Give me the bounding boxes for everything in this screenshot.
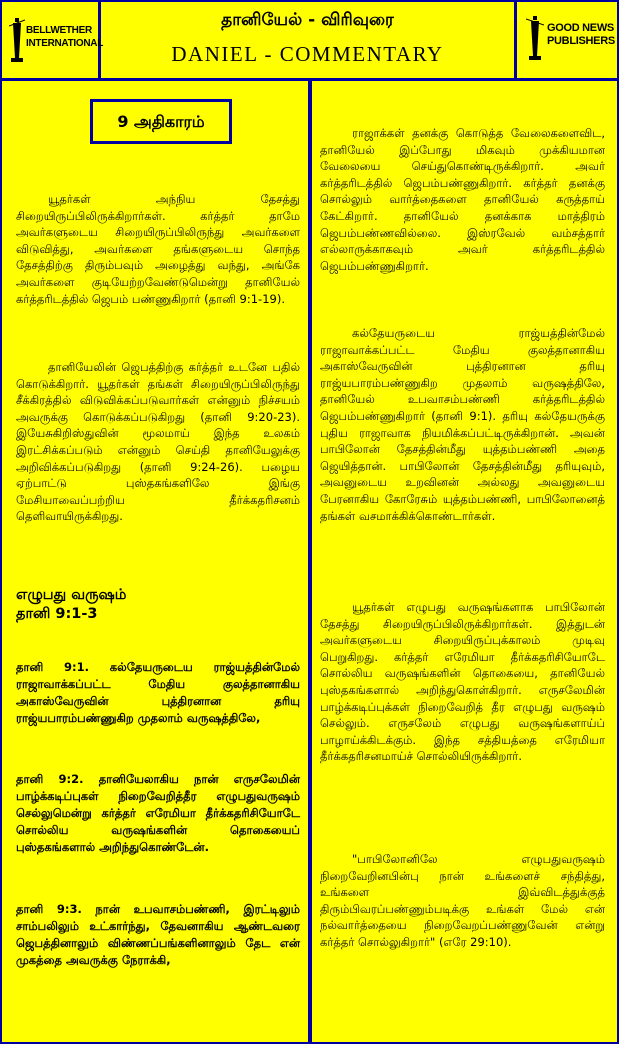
right-paragraph-4-block [320,851,605,951]
good-news-logo-text [547,22,615,48]
left-paragraph-1-block [16,191,300,307]
title-english: DANIEL - COMMENTARY [171,42,444,66]
verse-2-block [16,771,300,856]
verse-text: தானி 9:1. கல்தேயருடைய ராஜ்யத்தின்மேல் ராஜாவாக்கப்பட்ட மேதிய குலத்தானாகிய அகாஸ்வேருவின் புத்திரனான தரியு ராஜ்யபாரம்பண்ணுகிற முதலாம் வருஷத்திலே, [16,660,300,725]
lighthouse-icon [526,16,544,62]
paragraph: யூதர்கள் எழுபது வருஷங்களாக பாபிலோன் தேசத்து சிறையிருப்பிலிருக்கிறார்கள். இத்துடன் அவர்களுடைய சிறையிருப்புக்காலம் முடிவு பெறுகிறது. கர்த்தர் எரேமியா தீர்க்கதரிசியோடே சொல்லிய வருஷங்களின் தொகையை, தானியேல் புஸ்தகங்களால் அறிந்துகொள்கிறார். எருசலேமின் பாழ்க்கடிப்புக்கள் நிறைவேறித் தீர எழுபது வருஷம் செல்லும். எருசலேம் எழுபது வருஷங்களாய்ப் பாழாய்க்கிடக்கும். இந்த சத்தியத்தை எரேமியா தீர்க்கதரிசனமாய்ச் சொல்லியிருக்கிறார். [320,600,605,764]
verse-3-block [16,901,300,969]
column-divider [308,81,312,1042]
right-paragraph-3-block [320,599,605,765]
good-news-logo [514,2,617,78]
verse-1-block [16,659,300,727]
verse-text: தானி 9:3. நான் உபவாசம்பண்ணி, இரட்டிலும் சாம்பலிலும் உட்கார்ந்து, தேவனாகிய ஆண்டவரை ஜெபத்தினாலும் விண்ணப்பங்களினாலும் தேட என் முகத்தை அவருக்கு நேராக்கி, [16,902,300,967]
paragraph: கல்தேயருடைய ராஜ்யத்தின்மேல் ராஜாவாக்கப்பட்ட மேதிய குலத்தானாகிய அகாஸ்வேருவின் புத்திரனான தரியு ராஜ்யபாரம்பண்ணுகிற முதலாம் வருஷத்திலே, தானியேல் உபவாசம்பண்ணி கர்த்தரிடத்தில் ஜெபம்பண்ணுகிறார் (தானி 9:1). தரியு கல்தேயருக்கு புதிய ராஜாவாக நியமிக்கப்பட்டிருக்கிறான். அவன் பாபிலோன் தேசத்தின்மீது யுத்தம்பண்ணி அதை ஜெயித்தான். பாபிலோன் தேசத்தின்மீது தரியுவும், அவனுடைய உறவினன் அல்லது அவனுடைய பேரனாகிய கோரேசும் யுத்தம்பண்ணி, பாபிலோனைத் தங்கள் வசமாக்கிக்கொண்டார்கள். [320,326,605,523]
section-heading-block [16,586,300,624]
verse-text: தானி 9:2. தானியேலாகிய நான் எருசலேமின் பாழ்க்கடிப்புகள் நிறைவேறித்தீர எழுபதுவருஷம் செல்லுமென்று கர்த்தர் எரேமியா தீர்க்கதரிசியோடே சொல்லிய வருஷங்களின் தொகையைப் புஸ்தகங்களால் அறிந்துகொண்டேன். [16,772,300,854]
chapter-label: 9 அதிகாரம் [90,99,232,144]
logo-line: BELLWETHER [26,25,92,36]
title-tamil: தானியேல் - விரிவுரை [221,10,394,30]
logo-line: GOOD NEWS [547,22,614,34]
paragraph: யூதர்கள் அந்நிய தேசத்து சிறையிருப்பிலிருக்கிறார்கள். கர்த்தர் தாமே அவர்களுடைய சிறையிருப்பிலிருந்து அவர்களை விடுவித்து, அவர்களை தங்களுடைய சொந்த தேசத்திற்கு திரும்பவும் அழைத்து வந்து, அங்கே அவர்களை குடியேற்றவேண்டுமென்று தானியேல் கர்த்தரிடத்தில் ஜெபம் பண்ணுகிறார் (தானி 9:1-19). [16,192,300,306]
page-header [2,2,617,81]
right-paragraph-1-block [320,125,605,274]
section-reference: தானி 9:1-3 [16,606,98,622]
bellwether-logo [2,2,104,78]
title-block [101,2,514,78]
lighthouse-icon [9,18,25,64]
logo-line: PUBLISHERS [547,35,615,47]
section-heading: எழுபது வருஷம் [16,587,127,603]
logo-line: INTERNATIONAL [26,38,104,49]
paragraph: ராஜாக்கள் தனக்கு கொடுத்த வேலைகளைவிட, தானியேல் இப்போது மிகவும் முக்கியமான வேலையை செய்துகொண்டிருக்கிறார். அவர் கர்த்தரிடத்தில் ஜெபம்பண்ணுகிறார். கர்த்தர் தனக்கு சொல்லும் வார்த்தைகளை தானியேல் கருத்தாய் கேட்கிறார். தானியேல் தனக்காக மாத்திரம் ஜெபம்பண்ணவில்லை. இஸ்ரவேல் வம்சத்தார் எல்லாருக்காகவும் அவர் கர்த்தரிடத்தில் ஜெபம்பண்ணுகிறார். [320,126,605,273]
right-paragraph-2-block [320,325,605,524]
left-paragraph-2-block [16,359,300,525]
quoted-paragraph: "பாபிலோனிலே எழுபதுவருஷம் நிறைவேறினபின்பு நான் உங்களைச் சந்தித்து, உங்களை இவ்விடத்துக்குத் திரும்பிவரப்பண்ணும்படிக்கு உங்கள் மேல் என் நல்வார்த்தையை நிறைவேறப்பண்ணுவேன் என்று கர்த்தர் சொல்லுகிறார்" (எரே 29:10). [320,852,605,949]
paragraph: தானியேலின் ஜெபத்திற்கு கர்த்தர் உடனே பதில் கொடுக்கிறார். யூதர்கள் தங்கள் சிறையிருப்பிலிருந்து சீக்கிரத்தில் விடுவிக்கப்படுவார்கள் என்னும் நிச்சயம் அவருக்கு கொடுக்கப்படுகிறது (தானி 9:20-23). இயேசுகிறிஸ்துவின் மூலமாய் இந்த உலகம் இரட்சிக்கப்படும் என்னும் செய்தி தானியேலுக்கு அறிவிக்கப்படுகிறது (தானி 9:24-26). பழைய ஏற்பாட்டு புஸ்தகங்களிலே இங்கு மேசியாவைப்பற்றிய தீர்க்கதரிசனம் தெளிவாயிருக்கிறது. [16,360,300,524]
bellwether-logo-text [26,24,103,50]
